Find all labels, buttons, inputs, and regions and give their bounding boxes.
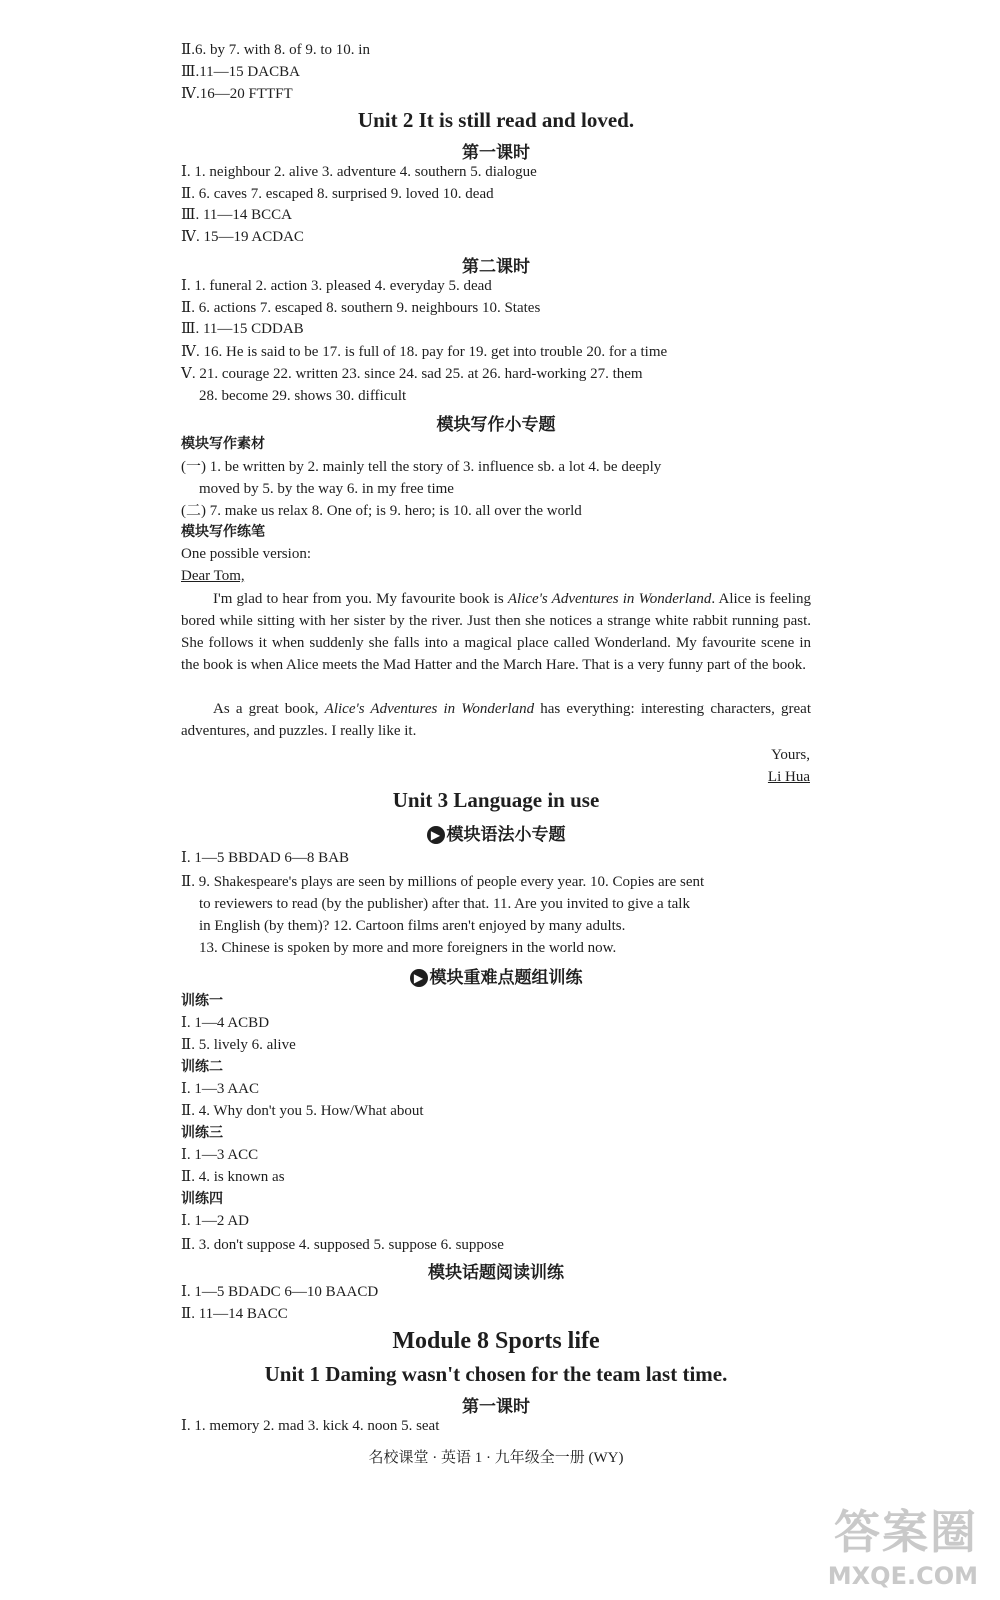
section-heading: ▶ 模块重难点题组训练 [181, 963, 811, 988]
answer-line: Ⅰ. 1. memory 2. mad 3. kick 4. noon 5. seat [181, 1418, 440, 1434]
letter-greeting: Dear Tom, [181, 568, 245, 584]
module-title: Module 8 Sports life [392, 1328, 600, 1354]
answer-line: Ⅱ. 9. Shakespeare's plays are seen by millions of people every year. 10. Copies are sent [181, 874, 705, 890]
page-footer: 名校课堂 · 英语 1 · 九年级全一册 (WY) [368, 1450, 624, 1466]
answer-line: Ⅱ. 4. Why don't you 5. How/What about [181, 1103, 424, 1119]
lesson-heading: 第一课时 [462, 143, 530, 163]
sub-heading: 模块写作练笔 [181, 524, 265, 540]
answer-line: Ⅰ. 1—5 BDADC 6—10 BAACD [181, 1284, 379, 1300]
answer-line: Ⅰ. 1. funeral 2. action 3. pleased 4. everyday 5. dead [181, 278, 492, 294]
answer-line: Ⅱ. 6. caves 7. escaped 8. surprised 9. loved 10. dead [181, 186, 494, 202]
answer-line: 28. become 29. shows 30. difficult [199, 388, 407, 404]
answer-line: to reviewers to read (by the publisher) after that. 11. Are you invited to give a talk [199, 896, 690, 912]
answer-line: Ⅱ. 5. lively 6. alive [181, 1037, 296, 1053]
section-heading: 模块话题阅读训练 [428, 1263, 564, 1283]
answer-line: Ⅱ.6. by 7. with 8. of 9. to 10. in [181, 42, 370, 58]
answer-line: Ⅳ. 16. He is said to be 17. is full of 18. pay for 19. get into trouble 20. for a time [181, 344, 668, 360]
answer-line: Ⅳ. 15—19 ACDAC [181, 229, 304, 245]
answer-line: Ⅰ. 1—5 BBDAD 6—8 BAB [181, 850, 350, 866]
answer-line: moved by 5. by the way 6. in my free time [199, 481, 454, 497]
answer-line: Ⅰ. 1. neighbour 2. alive 3. adventure 4. southern 5. dialogue [181, 164, 537, 180]
answer-line: Ⅱ. 4. is known as [181, 1169, 285, 1185]
answer-line: (一) 1. be written by 2. mainly tell the story of 3. influence sb. a lot 4. be deeply [181, 459, 662, 475]
section-heading: ▶ 模块语法小专题 [181, 820, 811, 845]
answer-line: Ⅲ. 11—14 BCCA [181, 207, 293, 223]
answer-line: (二) 7. make us relax 8. One of; is 9. hero; is 10. all over the world [181, 503, 582, 519]
answer-line: in English (by them)? 12. Cartoon films aren't enjoyed by many adults. [199, 918, 626, 934]
drill-heading: 训练四 [181, 1191, 223, 1207]
sub-heading: 模块写作素材 [181, 436, 265, 452]
answer-line: Ⅱ. 11—14 BACC [181, 1306, 288, 1322]
drill-heading: 训练三 [181, 1125, 223, 1141]
arrow-circle-icon: ▶ [410, 969, 428, 987]
answer-line: Ⅰ. 1—2 AD [181, 1213, 250, 1229]
version-label: One possible version: [181, 546, 311, 562]
answer-line: Ⅰ. 1—3 AAC [181, 1081, 260, 1097]
lesson-heading: 第一课时 [462, 1397, 530, 1417]
watermark-logo: 答案圈 MXQE.COM [827, 1505, 978, 1590]
answer-line: Ⅲ.11—15 DACBA [181, 64, 300, 80]
drill-heading: 训练二 [181, 1059, 223, 1075]
answer-line: Ⅱ. 6. actions 7. escaped 8. southern 9. neighbours 10. States [181, 300, 541, 316]
arrow-circle-icon: ▶ [427, 826, 445, 844]
section-heading: 模块写作小专题 [436, 415, 556, 435]
unit-title: Unit 3 Language in use [392, 788, 600, 812]
unit-title: Unit 2 It is still read and loved. [357, 108, 635, 132]
drill-heading: 训练一 [181, 993, 223, 1009]
letter-paragraph: I'm glad to hear from you. My favourite book is Alice's Adventures in Wonderland. Alice is feeling bored while sitting with her sister by the river. Just then she notices a strange white rabbit running past. She follows it when suddenly she falls into a magical place called Wonderland. My favourite scene in the book is when Alice meets the Mad Hatter and the March Hare. That is a very funny part of the book. [181, 591, 812, 673]
letter-paragraph: As a great book, Alice's Adventures in Wonderland has everything: interesting characters, great adventures, and puzzles. I really like it. [181, 701, 811, 739]
answer-line: Ⅰ. 1—4 ACBD [181, 1015, 270, 1031]
answer-line: Ⅰ. 1—3 ACC [181, 1147, 259, 1163]
answer-line: Ⅱ. 3. don't suppose 4. supposed 5. suppose 6. suppose [181, 1237, 504, 1253]
unit-title: Unit 1 Daming wasn't chosen for the team last time. [264, 1362, 728, 1386]
letter-signature: Li Hua [767, 769, 810, 785]
lesson-heading: 第二课时 [462, 257, 530, 277]
letter-closing: Yours, [771, 747, 810, 763]
answer-line: Ⅴ. 21. courage 22. written 23. since 24. sad 25. at 26. hard-working 27. them [181, 366, 643, 382]
answer-line: Ⅲ. 11—15 CDDAB [181, 321, 304, 337]
answer-line: 13. Chinese is spoken by more and more foreigners in the world now. [199, 940, 617, 956]
answer-line: Ⅳ.16—20 FTTFT [181, 86, 293, 102]
